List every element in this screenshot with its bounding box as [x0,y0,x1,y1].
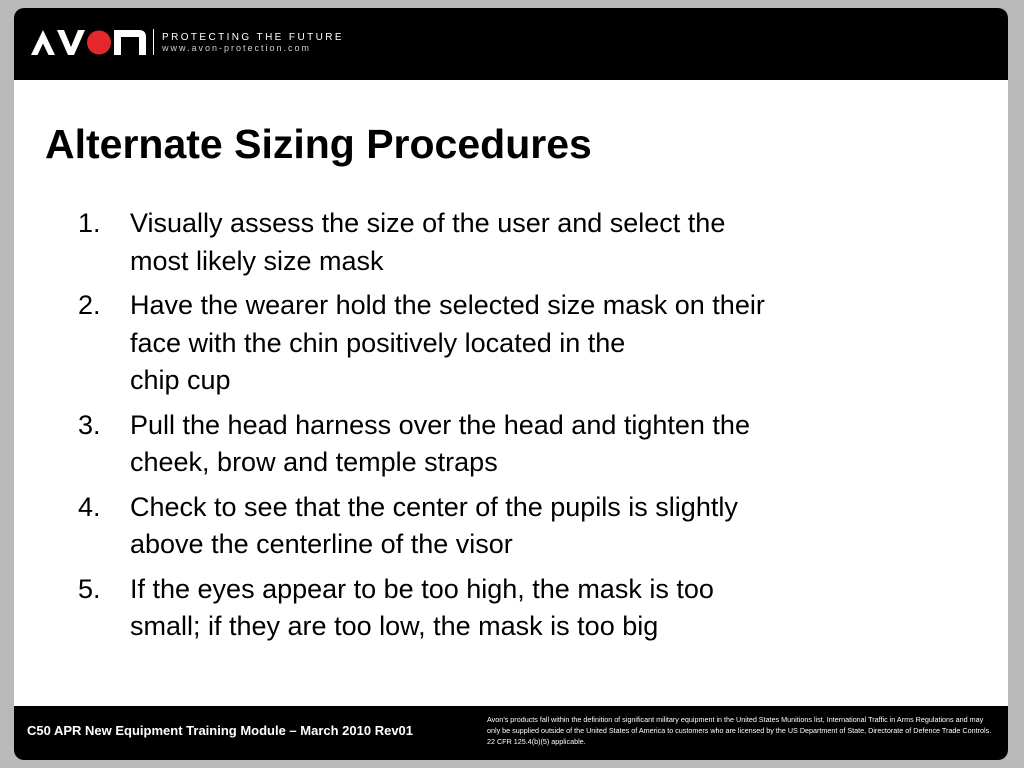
step-text: Pull the head harness over the head and tighten the cheek, brow and temple straps [130,409,750,477]
step-number: 4. [78,491,101,522]
step-text: Check to see that the center of the pupils is slightly above the centerline of the visor [130,491,738,559]
sizing-steps-list [78,205,908,653]
step-number: 3. [78,409,101,440]
step-text: Visually assess the size of the user and select the most likely size mask [130,208,726,276]
step-number: 1. [78,208,101,238]
brand-tagline: PROTECTING THE FUTURE [162,32,344,43]
brand-website: www.avon-protection.com [162,43,312,53]
step-item [78,205,908,280]
step-item [78,287,908,400]
step-number: 2. [78,290,101,320]
slide-title: Alternate Sizing Procedures [45,121,592,167]
header-bar [14,8,1008,80]
step-text: Have the wearer hold the selected size mask on their face with the chin positively located in the chip cup [130,290,765,395]
footer-bar [14,706,1008,760]
step-number: 5. [78,573,101,604]
logo-divider [153,29,154,55]
training-module-label: C50 APR New Equipment Training Module – March 2010 Rev01 [27,723,414,738]
step-item [78,571,908,646]
step-item [78,407,908,482]
avon-logo [28,27,148,57]
export-control-notice: Avon’s products fall within the definition of significant military equipment in the United States Munitions list, International Traffic in Arms Regulations and may only be supplied outside of the United States of America to customers who are licensed by the US Department of State, Directorate of Defence Trade Controls. 22 CFR 125.4(b)(5) applicable. [487,715,992,746]
slide [14,8,1008,760]
step-text: If the eyes appear to be too high, the mask is too small; if they are too low, the mask is too big [130,573,714,641]
step-item [78,489,908,564]
